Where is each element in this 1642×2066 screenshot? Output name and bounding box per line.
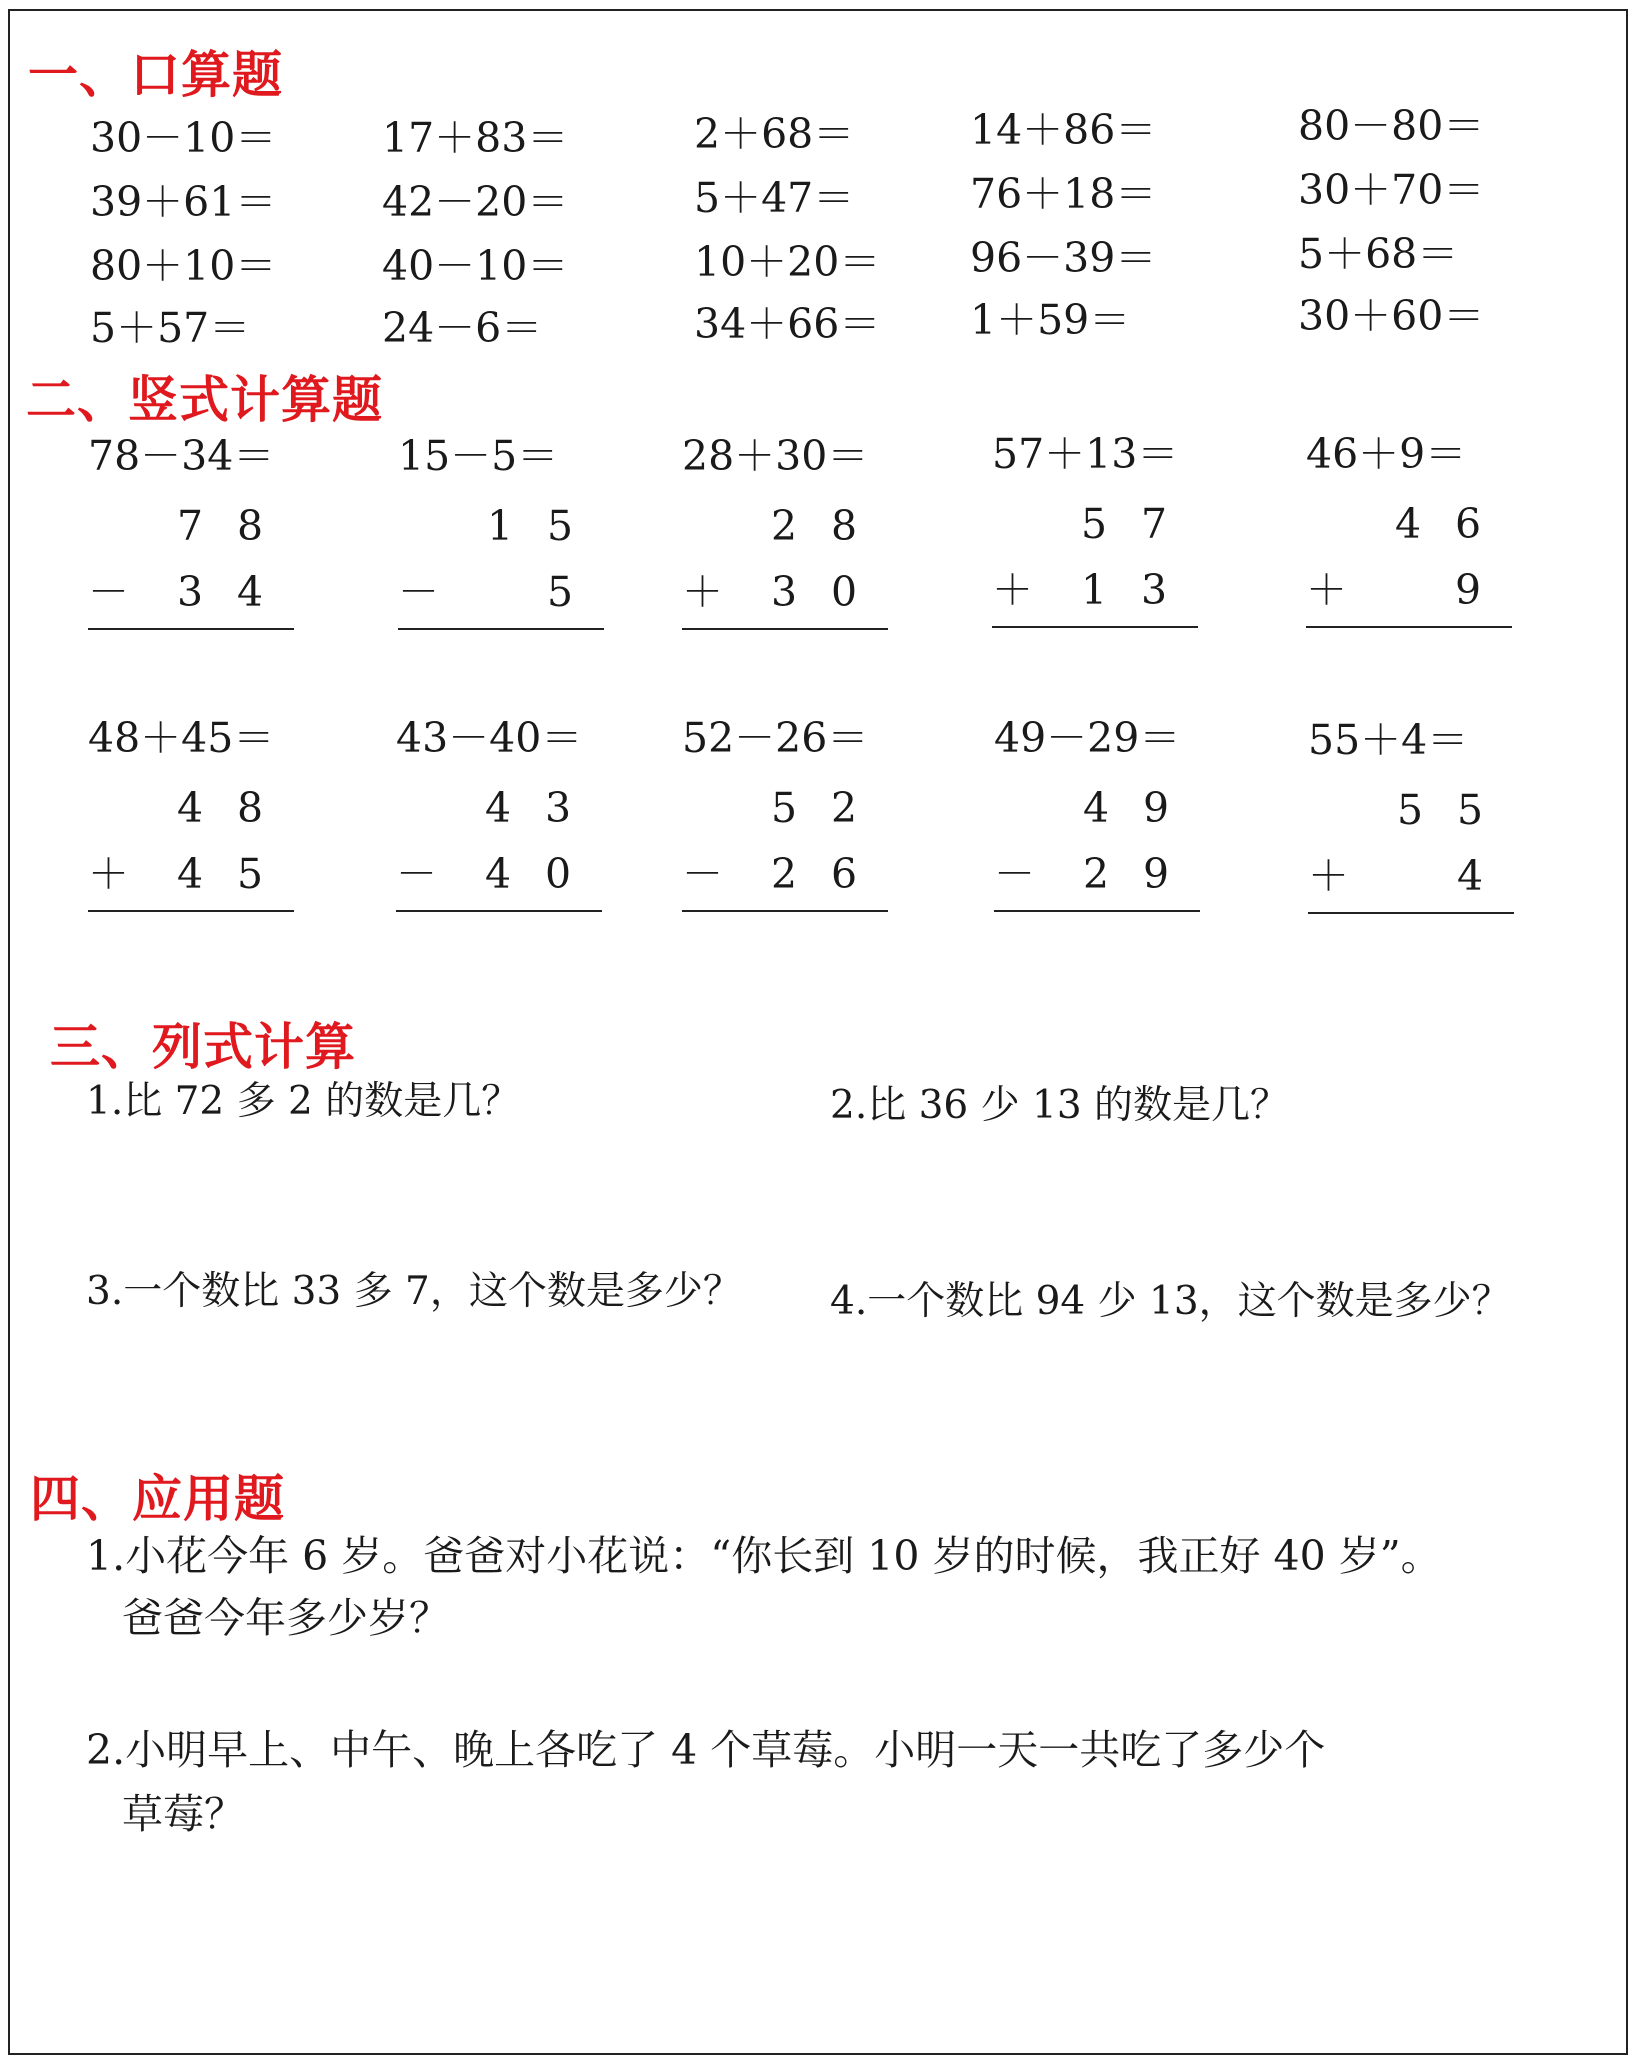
oral-question: 30＋70＝ [1298, 166, 1485, 214]
answer-line [992, 626, 1198, 628]
answer-line [682, 628, 888, 630]
oral-question: 5＋68＝ [1298, 230, 1459, 278]
operator: － [398, 568, 439, 616]
top-number: 1 5 [486, 502, 574, 550]
vertical-equation: 43－40＝ [396, 714, 583, 762]
oral-question: 14＋86＝ [970, 106, 1157, 154]
question-3: 3.一个数比 33 多 7，这个数是多少？ [86, 1269, 742, 1314]
answer-line [1306, 626, 1512, 628]
vertical-equation: 15－5＝ [398, 432, 559, 480]
bottom-number: 3 4 [176, 568, 264, 616]
problem-2-line-1: 2.小明早上、中午、晚上各吃了 4 个草莓。小明一天一共吃了多少个 [86, 1726, 1326, 1774]
problem-1-line-2: 爸爸今年多少岁？ [122, 1594, 450, 1642]
oral-question: 80＋10＝ [90, 242, 277, 290]
answer-line [682, 910, 888, 912]
oral-question: 30－10＝ [90, 114, 277, 162]
question-2: 2.比 36 少 13 的数是几？ [830, 1083, 1290, 1128]
vertical-equation: 28＋30＝ [682, 432, 869, 480]
vertical-equation: 55＋4＝ [1308, 716, 1469, 764]
top-number: 2 8 [770, 502, 858, 550]
vertical-equation: 48＋45＝ [88, 714, 275, 762]
bottom-number: 4 5 [176, 850, 264, 898]
oral-question: 96－39＝ [970, 234, 1157, 282]
oral-question: 40－10＝ [382, 242, 569, 290]
bottom-number: 9 [1454, 566, 1482, 614]
oral-question: 5＋57＝ [90, 304, 251, 352]
question-1: 1.比 72 多 2 的数是几？ [86, 1079, 521, 1124]
top-number: 5 5 [1396, 786, 1484, 834]
operator: － [682, 850, 723, 898]
answer-line [398, 628, 604, 630]
vertical-equation: 46＋9＝ [1306, 430, 1467, 478]
top-number: 4 6 [1394, 500, 1482, 548]
top-number: 4 9 [1082, 784, 1170, 832]
bottom-number: 3 0 [770, 568, 858, 616]
bottom-number: 4 [1456, 852, 1484, 900]
problem-2-line-2: 草莓？ [122, 1790, 245, 1838]
vertical-equation: 52－26＝ [682, 714, 869, 762]
oral-question: 76＋18＝ [970, 170, 1157, 218]
answer-line [396, 910, 602, 912]
section-1-title: 一、口算题 [28, 45, 283, 104]
oral-question: 24－6＝ [382, 304, 543, 352]
top-number: 4 8 [176, 784, 264, 832]
answer-line [88, 628, 294, 630]
oral-question: 1＋59＝ [970, 296, 1131, 344]
vertical-equation: 57＋13＝ [992, 430, 1179, 478]
section-2-title: 二、竖式计算题 [26, 370, 383, 429]
top-number: 7 8 [176, 502, 264, 550]
oral-question: 39＋61＝ [90, 178, 277, 226]
answer-line [1308, 912, 1514, 914]
top-number: 5 2 [770, 784, 858, 832]
bottom-number: 2 9 [1082, 850, 1170, 898]
section-3-title: 三、列式计算 [50, 1017, 356, 1076]
operator: ＋ [1308, 852, 1349, 900]
oral-question: 30＋60＝ [1298, 292, 1485, 340]
bottom-number: 2 6 [770, 850, 858, 898]
top-number: 5 7 [1080, 500, 1168, 548]
top-number: 4 3 [484, 784, 572, 832]
vertical-equation: 49－29＝ [994, 714, 1181, 762]
operator: ＋ [88, 850, 129, 898]
operator: － [88, 568, 129, 616]
problem-1-line-1: 1.小花今年 6 岁。爸爸对小花说：“你长到 10 岁的时候，我正好 40 岁”。 [86, 1532, 1442, 1580]
oral-question: 42－20＝ [382, 178, 569, 226]
bottom-number: 5 [546, 568, 574, 616]
vertical-equation: 78－34＝ [88, 432, 275, 480]
oral-question: 80－80＝ [1298, 102, 1485, 150]
section-4-title: 四、应用题 [30, 1469, 285, 1528]
bottom-number: 4 0 [484, 850, 572, 898]
operator: ＋ [992, 566, 1033, 614]
answer-line [994, 910, 1200, 912]
oral-question: 17＋83＝ [382, 114, 569, 162]
oral-question: 10＋20＝ [694, 238, 881, 286]
question-4: 4.一个数比 94 少 13，这个数是多少？ [830, 1279, 1511, 1324]
operator: ＋ [1306, 566, 1347, 614]
operator: － [994, 850, 1035, 898]
oral-question: 34＋66＝ [694, 300, 881, 348]
oral-question: 5＋47＝ [694, 174, 855, 222]
oral-question: 2＋68＝ [694, 110, 855, 158]
operator: ＋ [682, 568, 723, 616]
bottom-number: 1 3 [1080, 566, 1168, 614]
operator: － [396, 850, 437, 898]
answer-line [88, 910, 294, 912]
